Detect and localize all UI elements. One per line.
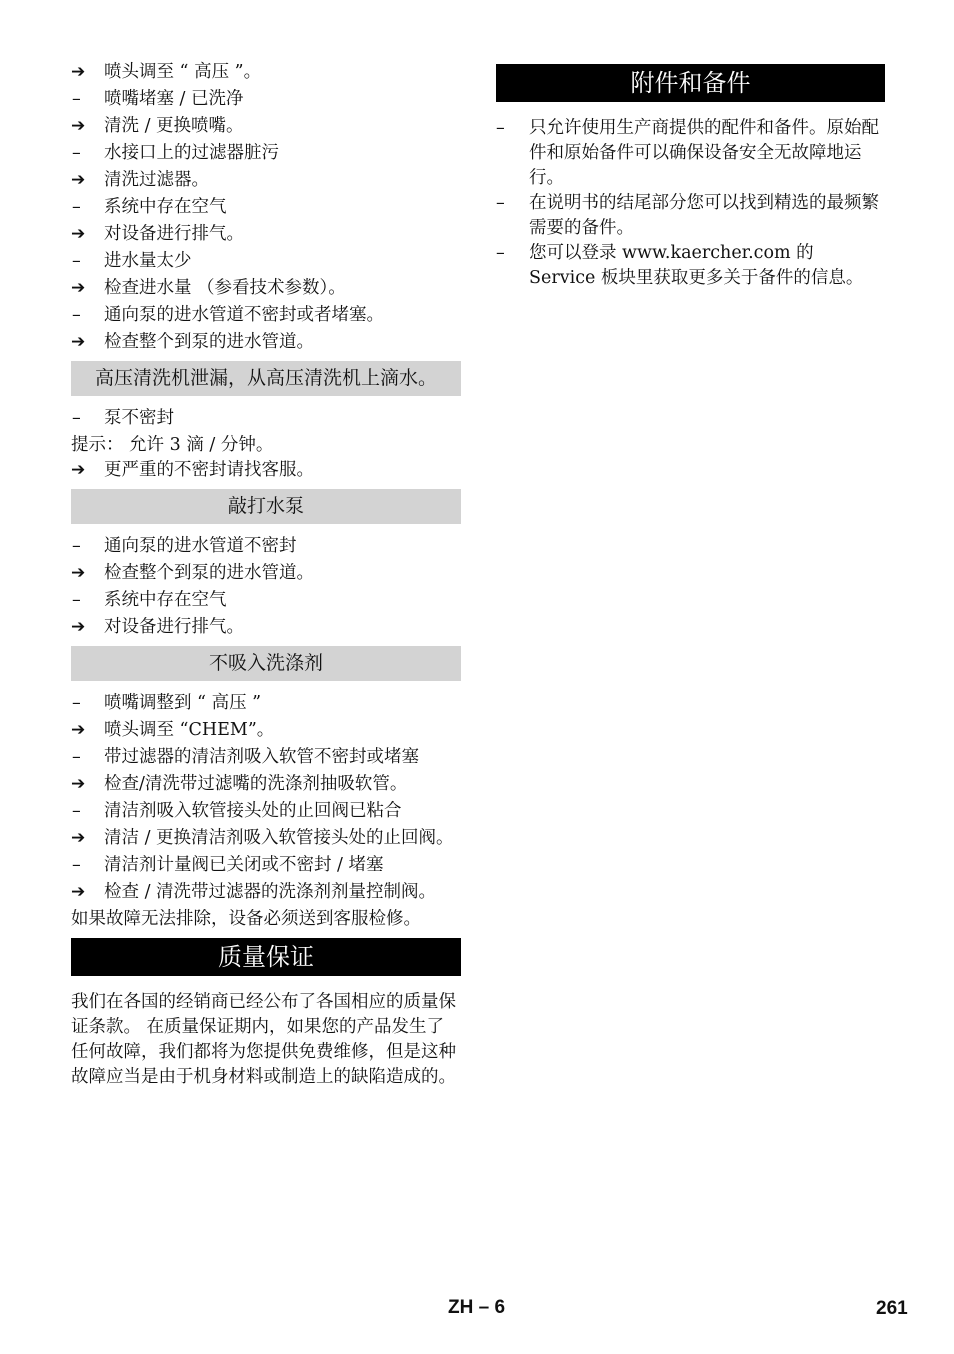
list-item-text: 在说明书的结尾部分您可以找到精选的最频繁需要的备件。 [529,193,879,238]
dash-marker: – [72,590,81,610]
list-item-text: 喷头调至 “CHEM”。 [104,720,275,740]
list-item-text: 喷头调至 “ 高压 ”。 [104,62,262,82]
arrow-icon: ➔ [71,460,86,480]
list-item [71,114,461,141]
list-item [71,406,461,433]
arrow-icon: ➔ [71,332,86,352]
dash-marker: – [72,251,81,271]
list-item-text: 进水量太少 [104,251,192,271]
closing-note: 如果故障无法排除，设备必须送到客服检修。 [71,909,421,929]
list-item [71,195,461,222]
list-item-text: 检查整个到泵的进水管道。 [104,563,314,583]
dash-marker: – [72,89,81,109]
list-item [71,880,461,907]
list-item [71,799,461,826]
arrow-icon: ➔ [71,563,86,583]
heading-accessories: 附件和备件 [496,64,885,102]
heading-detergent: 不吸入洗涤剂 [71,646,461,681]
arrow-icon: ➔ [71,828,86,848]
heading-leak: 高压清洗机泄漏，从高压清洗机上滴水。 [71,361,461,396]
troubleshooting-list-detergent [71,691,461,907]
list-item [71,60,461,87]
dash-marker: – [72,801,81,821]
list-item [71,87,461,114]
dash-marker: – [72,693,81,713]
arrow-icon: ➔ [71,720,86,740]
list-item [71,276,461,303]
list-item-text: 更严重的不密封请找客服。 [104,460,314,480]
arrow-icon: ➔ [71,224,86,244]
list-item-text: 只允许使用生产商提供的配件和备件。原始配件和原始备件可以确保设备安全无故障地运行。 [529,118,879,188]
list-item [71,303,461,330]
list-item-text: 对设备进行排气。 [104,617,244,637]
arrow-icon: ➔ [71,170,86,190]
arrow-icon: ➔ [71,774,86,794]
list-item [71,745,461,772]
list-item [71,588,461,615]
list-item [71,772,461,799]
dash-marker: – [72,408,81,428]
list-item-text: 带过滤器的清洁剂吸入软管不密封或堵塞 [104,747,419,767]
footer-language-page: ZH – 6 [448,1297,506,1318]
dash-marker: – [496,193,505,213]
left-column [71,60,461,1090]
list-item-text: 喷嘴堵塞 / 已洗净 [104,89,244,109]
list-item-text: 系统中存在空气 [104,197,227,217]
dash-marker: – [496,118,505,138]
arrow-icon: ➔ [71,278,86,298]
list-item-text: 对设备进行排气。 [104,224,244,244]
leak-note: 提示： 允许 3 滴 / 分钟。 [71,435,274,455]
dash-marker: – [72,197,81,217]
list-item-text: 清洁 / 更换清洁剂吸入软管接头处的止回阀。 [104,828,454,848]
list-item-text: 检查进水量 （参看技术参数）。 [104,278,346,298]
list-item [71,141,461,168]
list-item [71,168,461,195]
list-item [71,534,461,561]
list-item-text: 水接口上的过滤器脏污 [104,143,279,163]
list-item [496,116,885,191]
list-item-text: 检查整个到泵的进水管道。 [104,332,314,352]
heading-warranty: 质量保证 [71,938,461,976]
list-item-text: 喷嘴调整到 “ 高压 ” [104,693,262,713]
right-column [496,60,885,291]
list-item-text: 通向泵的进水管道不密封或者堵塞。 [104,305,384,325]
list-item-text: 清洁剂吸入软管接头处的止回阀已粘合 [104,801,402,821]
arrow-icon: ➔ [71,62,86,82]
list-item-text: 清洗过滤器。 [104,170,209,190]
list-item-text: 检查/清洗带过滤嘴的洗涤剂抽吸软管。 [104,774,408,794]
arrow-icon: ➔ [71,882,86,902]
list-item [71,249,461,276]
dash-marker: – [72,747,81,767]
list-item [71,222,461,249]
list-item-text: 清洗 / 更换喷嘴。 [104,116,244,136]
list-item-text: 通向泵的进水管道不密封 [104,536,297,556]
list-item-text: 检查 / 清洗带过滤器的洗涤剂剂量控制阀。 [104,882,437,902]
dash-marker: – [496,243,505,263]
troubleshooting-list-knock [71,534,461,642]
list-item [496,191,885,241]
dash-marker: – [72,855,81,875]
list-item-text: 泵不密封 [104,408,174,428]
troubleshooting-list-pressure [71,60,461,357]
list-item [71,561,461,588]
list-item-text: 系统中存在空气 [104,590,227,610]
list-item [71,691,461,718]
list-item [71,330,461,357]
dash-marker: – [72,143,81,163]
arrow-icon: ➔ [71,116,86,136]
arrow-icon: ➔ [71,617,86,637]
warranty-text: 我们在各国的经销商已经公布了各国相应的质量保证条款。 在质量保证期内，如果您的产品发生了任何故障，我们都将为您提供免费维修，但是这种故障应当是由于机身材料或制造上的缺陷造成的。 [71,992,456,1087]
heading-knock: 敲打水泵 [71,489,461,524]
list-item [71,853,461,880]
list-item [71,826,461,853]
list-item [71,718,461,745]
list-item [71,458,461,485]
footer-page-number: 261 [876,1298,908,1319]
list-item [71,615,461,642]
list-item [496,241,885,291]
list-item-text: 清洁剂计量阀已关闭或不密封 / 堵塞 [104,855,384,875]
list-item-text: 您可以登录 www.kaercher.com 的 Service 板块里获取更多关于备件的信息。 [529,243,864,288]
dash-marker: – [72,305,81,325]
dash-marker: – [72,536,81,556]
